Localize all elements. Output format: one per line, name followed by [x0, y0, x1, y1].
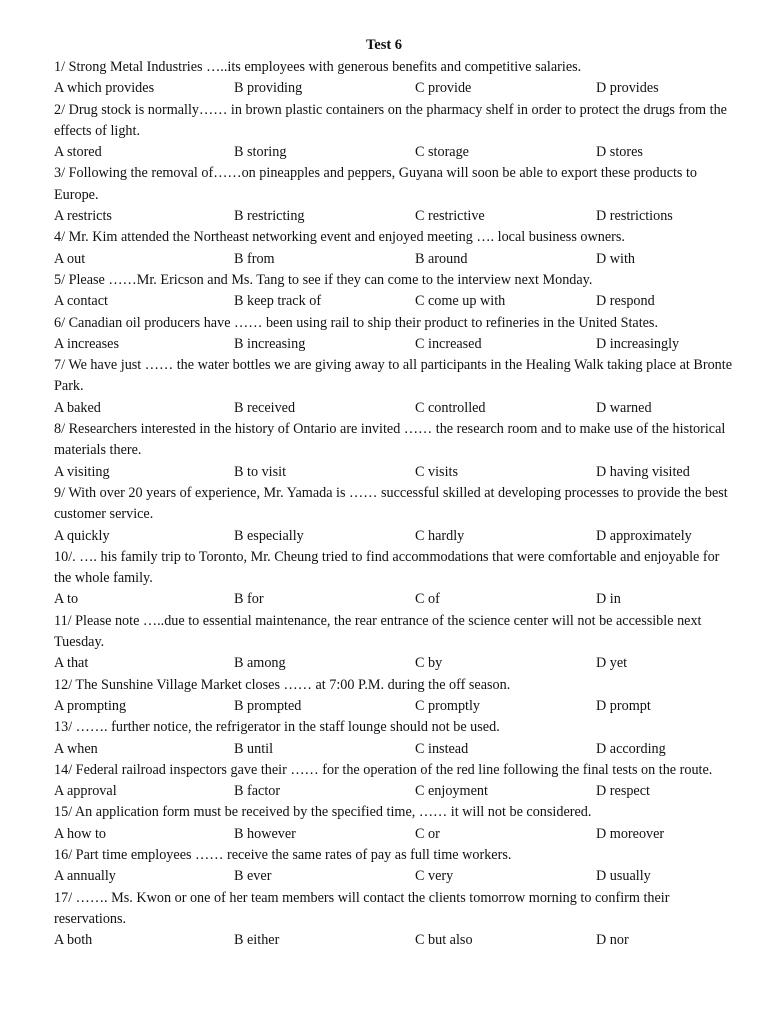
- question-block: [54, 227, 734, 270]
- answer-option: A when: [54, 740, 98, 757]
- answer-option: A stored: [54, 144, 102, 161]
- question-block: [54, 675, 734, 718]
- question-block: [54, 355, 734, 419]
- answer-option: C promptly: [415, 697, 481, 714]
- answer-option: C visits: [415, 463, 458, 480]
- answer-option: C by: [415, 655, 443, 672]
- question-text: 2/ Drug stock is normally…… in brown plastic containers on the pharmacy shelf in order to protect the drugs from the effects of light.: [54, 101, 727, 139]
- answer-option: A how to: [54, 825, 107, 842]
- answer-option: B prompted: [234, 697, 302, 714]
- answer-options: [54, 206, 734, 227]
- question-text: 13/ ……. further notice, the refrigerator in the staff lounge should not be used.: [54, 719, 500, 736]
- answer-option: D approximately: [596, 527, 692, 544]
- answer-option: C but also: [415, 932, 473, 949]
- answer-option: A out: [54, 250, 86, 267]
- answer-option: D increasingly: [596, 335, 680, 352]
- question-block: [54, 313, 734, 356]
- answer-option: B from: [234, 250, 275, 267]
- answer-option: D provides: [596, 80, 659, 97]
- question-text: 1/ Strong Metal Industries …..its employees with generous benefits and competitive salaries.: [54, 59, 582, 75]
- answer-option: D nor: [596, 932, 629, 949]
- answer-option: A restricts: [54, 208, 112, 225]
- question-text: 9/ With over 20 years of experience, Mr. Yamada is …… successful skilled at developing processes to provide the best customer service.: [54, 484, 728, 523]
- question-block: [54, 845, 734, 888]
- answer-option: A prompting: [54, 697, 127, 714]
- answer-option: D yet: [596, 655, 628, 672]
- answer-option: B for: [234, 591, 264, 608]
- answer-option: A baked: [54, 399, 101, 416]
- question-text: 3/ Following the removal of……on pineapples and peppers, Guyana will soon be able to export these products to Europe.: [54, 165, 698, 203]
- answer-options: [54, 78, 734, 99]
- answer-option: B factor: [234, 783, 281, 800]
- page-title: Test 6: [365, 37, 403, 53]
- question-block: [54, 547, 734, 611]
- answer-option: A increases: [54, 335, 119, 352]
- answer-options: [54, 142, 734, 163]
- question-block: [54, 888, 734, 952]
- answer-options: [54, 398, 734, 419]
- answer-option: B providing: [234, 80, 303, 97]
- answer-option: B keep track of: [234, 293, 322, 310]
- answer-option: C of: [415, 591, 440, 608]
- question-text: 16/ Part time employees …… receive the same rates of pay as full time workers.: [54, 846, 512, 863]
- answer-option: B until: [234, 740, 274, 757]
- question-text: 14/ Federal railroad inspectors gave their …… for the operation of the red line following the final tests on the route.: [54, 761, 713, 778]
- answer-option: D in: [596, 591, 621, 608]
- answer-option: D restrictions: [596, 208, 673, 225]
- answer-option: A approval: [54, 783, 117, 800]
- answer-option: A that: [54, 655, 89, 672]
- answer-option: C enjoyment: [415, 783, 488, 800]
- answer-options: [54, 696, 734, 717]
- answer-option: A contact: [54, 293, 108, 310]
- question-text: 5/ Please ……Mr. Ericson and Ms. Tang to see if they can come to the interview next Monday.: [54, 271, 593, 288]
- question-list: [54, 57, 734, 951]
- answer-option: B around: [415, 250, 468, 267]
- answer-option: B either: [234, 932, 280, 949]
- answer-options: [54, 291, 734, 312]
- question-block: [54, 611, 734, 675]
- answer-option: C instead: [415, 740, 469, 757]
- answer-option: B increasing: [234, 335, 306, 352]
- answer-options: [54, 866, 734, 887]
- answer-options: [54, 589, 734, 610]
- answer-options: [54, 824, 734, 845]
- answer-option: C very: [415, 868, 454, 885]
- answer-option: C hardly: [415, 527, 465, 544]
- question-text: 7/ We have just …… the water bottles we are giving away to all participants in the Healing Walk taking place at Bronte Park.: [54, 357, 732, 395]
- answer-option: C restrictive: [415, 208, 485, 225]
- answer-options: [54, 739, 734, 760]
- question-text: 6/ Canadian oil producers have …… been using rail to ship their product to refineries in the United States.: [54, 314, 659, 331]
- answer-option: D prompt: [596, 697, 651, 714]
- answer-option: A annually: [54, 868, 116, 885]
- question-block: [54, 802, 734, 845]
- question-block: [54, 100, 734, 164]
- answer-options: [54, 930, 734, 951]
- answer-option: A visiting: [54, 463, 110, 480]
- answer-option: B storing: [234, 144, 287, 161]
- answer-option: A to: [54, 591, 79, 608]
- answer-option: C increased: [415, 335, 482, 352]
- answer-option: B among: [234, 655, 286, 672]
- question-text: 17/ ……. Ms. Kwon or one of her team members will contact the clients tomorrow morning to confirm their reservations.: [54, 889, 670, 927]
- question-text: 12/ The Sunshine Village Market closes …… at 7:00 P.M. during the off season.: [54, 676, 511, 693]
- answer-option: D with: [596, 250, 636, 267]
- answer-options: [54, 781, 734, 802]
- answer-option: D having visited: [596, 463, 690, 480]
- answer-option: A both: [54, 932, 93, 949]
- question-block: [54, 163, 734, 227]
- question-text: 11/ Please note …..due to essential maintenance, the rear entrance of the science center will not be accessible next Tuesday.: [54, 612, 702, 651]
- answer-option: C provide: [415, 80, 472, 97]
- answer-option: B however: [234, 825, 296, 842]
- answer-option: B especially: [234, 527, 304, 544]
- answer-options: [54, 249, 734, 270]
- question-block: [54, 419, 734, 483]
- answer-options: [54, 334, 734, 355]
- question-block: [54, 270, 734, 313]
- question-block: [54, 57, 734, 100]
- question-text: 4/ Mr. Kim attended the Northeast networking event and enjoyed meeting …. local business owners.: [54, 229, 625, 246]
- answer-option: D warned: [596, 399, 652, 416]
- question-block: [54, 760, 734, 803]
- answer-options: [54, 462, 734, 483]
- answer-option: D respond: [596, 293, 655, 310]
- question-text: 8/ Researchers interested in the history of Ontario are invited …… the research room and to make use of the historical materials there.: [54, 421, 726, 459]
- question-block: [54, 483, 734, 547]
- answer-options: [54, 526, 734, 547]
- answer-option: D according: [596, 740, 666, 757]
- answer-option: B received: [234, 399, 296, 416]
- answer-option: D stores: [596, 144, 643, 161]
- answer-options: [54, 653, 734, 674]
- answer-option: C come up with: [415, 293, 506, 310]
- answer-option: D respect: [596, 783, 650, 800]
- answer-option: B ever: [234, 868, 272, 885]
- answer-option: C storage: [415, 144, 469, 161]
- question-text: 15/ An application form must be received by the specified time, …… it will not be considered.: [54, 804, 592, 821]
- answer-option: B restricting: [234, 208, 305, 225]
- answer-option: C or: [415, 825, 440, 842]
- answer-option: A quickly: [54, 527, 110, 544]
- question-block: [54, 717, 734, 760]
- answer-option: A which provides: [54, 80, 155, 97]
- answer-option: B to visit: [234, 463, 287, 480]
- answer-option: C controlled: [415, 399, 486, 416]
- answer-option: D moreover: [596, 825, 665, 842]
- question-text: 10/. …. his family trip to Toronto, Mr. Cheung tried to find accommodations that were comfortable and enjoyable for the whole family.: [54, 548, 720, 587]
- answer-option: D usually: [596, 868, 651, 885]
